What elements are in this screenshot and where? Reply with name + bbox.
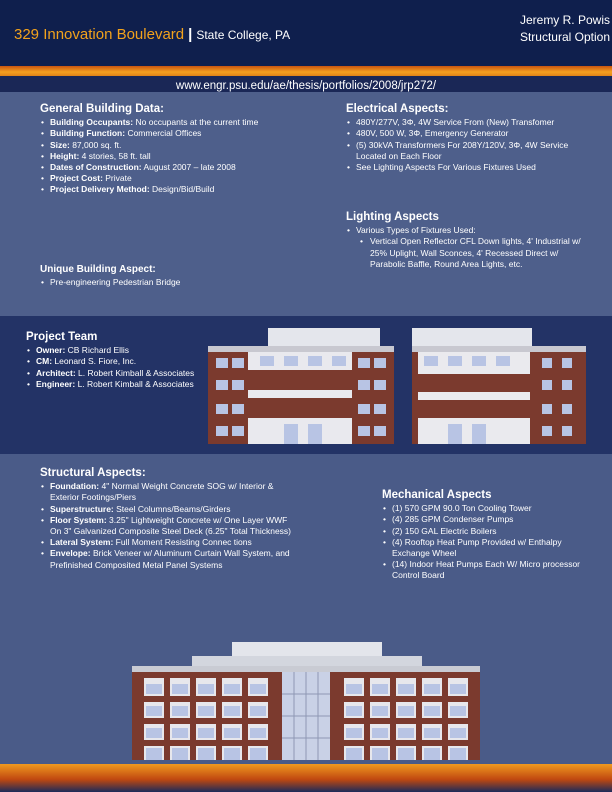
title-separator: | (188, 26, 193, 43)
team-heading: Project Team (26, 331, 98, 343)
structural-item: • Envelope: Brick Veneer w/ Aluminum Curtain Wall System, and Prefinished Composited Metal Panel Systems (40, 548, 294, 570)
electrical-heading: Electrical Aspects: (346, 103, 449, 115)
electrical-item: • (5) 30kVA Transformers For 208Y/120V, 3Φ, 4W Service Located on Each Floor (346, 140, 590, 162)
portfolio-url[interactable]: www.engr.psu.edu/ae/thesis/portfolios/2008/jrp272/ (175, 80, 437, 92)
lighting-heading: Lighting Aspects (346, 211, 439, 223)
team-item: • CM: Leonard S. Fiore, Inc. (26, 356, 202, 367)
building-city: State College, PA (196, 28, 291, 42)
unique-heading: Unique Building Aspect: (40, 264, 156, 275)
general-building-data (40, 104, 272, 196)
url-bar (0, 76, 612, 92)
team-item: • Owner: CB Richard Ellis (26, 345, 202, 356)
author-block (520, 12, 610, 46)
structural-item: • Lateral System: Full Moment Resisting Connec tions (40, 537, 294, 548)
mechanical-item: • (14) Indoor Heat Pumps Each W/ Micro processor Control Board (382, 559, 592, 581)
structural-item: • Superstructure: Steel Columns/Beams/Girders (40, 504, 294, 515)
unique-item: • Pre-engineering Pedestrian Bridge (40, 277, 280, 288)
general-item: • Building Function: Commercial Offices (40, 128, 272, 139)
front-elevation-image (132, 642, 480, 760)
general-item: • Dates of Construction: August 2007 – late 2008 (40, 162, 272, 173)
electrical-aspects (346, 104, 590, 173)
general-item: • Project Cost: Private (40, 173, 272, 184)
lighting-item: • Various Types of Fixtures Used: (346, 225, 592, 236)
building-elevation-image (412, 328, 586, 444)
mechanical-aspects (382, 490, 592, 582)
electrical-item: • 480Y/277V, 3Φ, 4W Service From (New) Transfomer (346, 117, 590, 128)
project-team (26, 332, 202, 390)
building-elevation-image (208, 328, 394, 444)
bottom-accent-bar (0, 764, 612, 792)
structural-item: • Floor System: 3.25" Lightweight Concrete w/ One Layer WWF On 3" Galvanized Composite Steel Deck (6.25" Total Thickness) (40, 515, 294, 537)
mechanical-item: • (4) Rooftop Heat Pump Provided w/ Enthalpy Exchange Wheel (382, 537, 592, 559)
page-title (14, 26, 290, 43)
electrical-item: • See Lighting Aspects For Various Fixtures Used (346, 162, 590, 173)
lighting-fixtures: • Vertical Open Reflector CFL Down lights, 4' Industrial w/ 25% Uplight, Wall Sconces, 4' Recessed Direct w/ Parabolic Baffle, Round Area Lights, etc. (346, 236, 592, 270)
structural-item: • Foundation: 4" Normal Weight Concrete SOG w/ Interior & Exterior Footings/Piers (40, 481, 294, 503)
mechanical-item: • (2) 150 GAL Electric Boilers (382, 526, 592, 537)
team-item: • Architect: L. Robert Kimball & Associates (26, 368, 202, 379)
mechanical-heading: Mechanical Aspects (382, 489, 492, 501)
general-item: • Height: 4 stories, 58 ft. tall (40, 151, 272, 162)
mechanical-item: • (1) 570 GPM 90.0 Ton Cooling Tower (382, 503, 592, 514)
general-item: • Size: 87,000 sq. ft. (40, 140, 272, 151)
structural-heading: Structural Aspects: (40, 467, 146, 479)
mechanical-item: • (4) 285 GPM Condenser Pumps (382, 514, 592, 525)
building-name: 329 Innovation Boulevard (14, 26, 185, 43)
structural-aspects (40, 468, 294, 571)
general-item: • Project Delivery Method: Design/Bid/Build (40, 184, 272, 195)
team-item: • Engineer: L. Robert Kimball & Associates (26, 379, 202, 390)
author-option: Structural Option (519, 30, 610, 44)
header-bar (0, 0, 612, 66)
general-item: • Building Occupants: No occupants at the current time (40, 117, 272, 128)
orange-accent-bar (0, 66, 612, 76)
lighting-aspects (346, 212, 592, 270)
electrical-item: • 480V, 500 W, 3Φ, Emergency Generator (346, 128, 590, 139)
author-name: Jeremy R. Powis (519, 13, 610, 27)
unique-building-aspect (40, 264, 280, 288)
general-heading: General Building Data: (40, 103, 164, 115)
